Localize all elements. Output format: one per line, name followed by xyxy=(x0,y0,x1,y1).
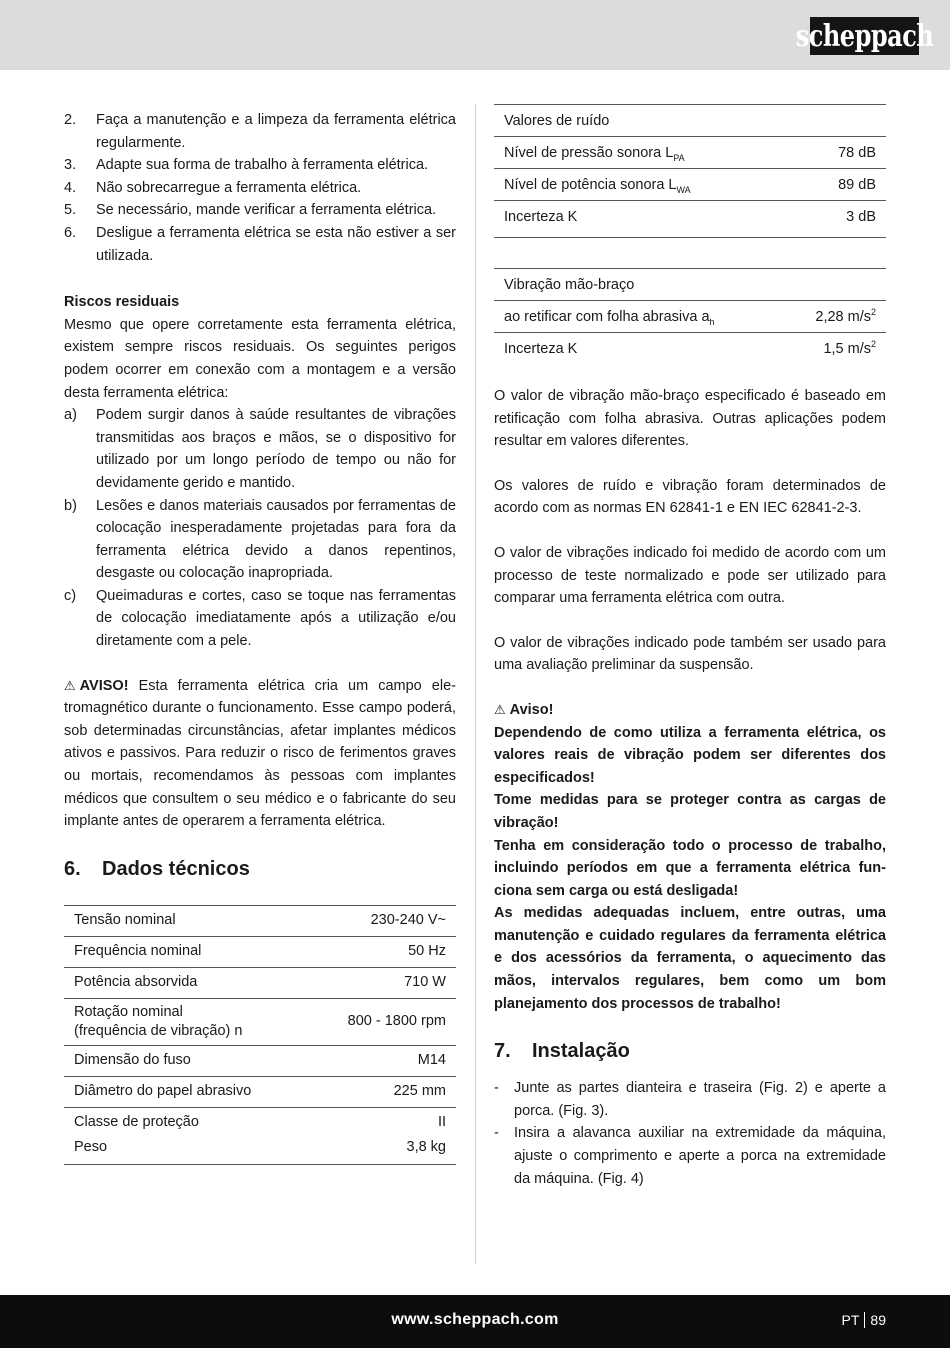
list-item: a) Podem surgir danos à saúde resultantes de vibrações transmitidas aos braços e mãos, se o dispositivo for utilizado por um longo período de tempo ou não for devidamente gerido e mantido. xyxy=(64,407,456,491)
paragraph: Os valores de ruído e vibração foram determinados de acordo com as normas EN 62841-1 e EN IEC 62841-2-3. xyxy=(494,477,886,517)
warning-triangle-icon: ⚠ xyxy=(494,701,506,717)
warning-line: Tome medidas para se proteger contra as cargas de vibração! xyxy=(494,792,886,831)
section-6-heading: 6. Dados técnicos xyxy=(64,857,250,880)
table-row: Potência absorvida 710 W xyxy=(64,967,456,998)
column-divider xyxy=(475,104,476,1264)
right-column xyxy=(494,104,886,1190)
table-row: Rotação nominal (frequência de vibração) n 800 - 1800 rpm xyxy=(64,998,456,1045)
footer-bar xyxy=(0,1295,950,1348)
table-row: Diâmetro do papel abrasivo 225 mm xyxy=(64,1076,456,1107)
list-item: 4. Não sobrecarregue a ferramenta elétrica. xyxy=(64,179,362,196)
list-item: - Insira a alavanca auxiliar na extremidade da máquina, ajuste o comprimento e aperte a porca na extremidade da máquina. (Fig. 4) xyxy=(494,1125,886,1187)
tech-data-table xyxy=(64,905,456,1165)
warning-triangle-icon: ⚠ xyxy=(64,677,76,693)
footer-url[interactable]: www.scheppach.com xyxy=(391,1311,559,1328)
warning-line: Dependendo de como utiliza a ferramenta elétrica, os valores reais de vibração podem ser diferentes dos especificados! xyxy=(494,724,886,786)
table-row: Peso 3,8 kg xyxy=(64,1138,456,1165)
paragraph: O valor de vibração mão-braço especificado é baseado em retificação com folha abrasiva. Outras aplicações podem resultar em valores diferentes. xyxy=(494,388,886,450)
brand-logo: scheppach xyxy=(795,16,934,54)
residual-risks-intro: Mesmo que opere corretamente esta ferramenta elétrica, existem sempre riscos residuais. Os seguintes perigos podem ocorrer em conexão com a montagem e a versão desta ferramenta elétrica: xyxy=(64,316,456,401)
table-row: Tensão nominal 230-240 V~ xyxy=(64,905,456,936)
warning-label: AVISO! xyxy=(79,677,129,694)
list-item: b) Lesões e danos materiais causados por ferramentas de colocação inesperadamente projetadas para fora da ferramenta elétrica devido a danos repentinos, desgaste ou colocação inapropriada. xyxy=(64,497,456,582)
list-item: 6. Desligue a ferramenta elétrica se esta não estiver a ser utilizada. xyxy=(64,224,456,264)
list-item: c) Queimaduras e cortes, caso se toque nas ferramentas de colocação imediatamente após a utilização e/ou diretamente com a pele. xyxy=(64,587,456,650)
warning-text: Esta ferramenta elétrica cria um campo eletromagnético durante o funcionamento. Esse campo poderá, sob determinadas circunstâncias, afetar implantes médicos ativos e passivos. Para reduzir o risco de ferimentos graves ou mortais, recomendamos às pessoas com implantes médicos que consultem o seu médico e o fabricante do seu implante antes de operarem a ferramenta elétrica. xyxy=(64,677,456,830)
table-row: Vibração mão-braço xyxy=(494,269,886,301)
table-row: Classe de proteção II xyxy=(64,1107,456,1138)
residual-risks-list xyxy=(64,404,456,653)
vibration-warning-heading: ⚠ Aviso! xyxy=(494,699,886,722)
safety-numbered-list xyxy=(64,109,456,267)
table-row: Frequência nominal 50 Hz xyxy=(64,936,456,967)
section-7-heading: 7. Instalação xyxy=(494,1040,630,1063)
table-row: Dimensão do fuso M14 xyxy=(64,1045,456,1076)
left-column xyxy=(64,109,456,1165)
header-bar xyxy=(0,0,950,70)
table-row: ao retificar com folha abrasiva $a_h$ 2,28 $m/s^2$ xyxy=(494,301,886,333)
table-row: Nível de pressão sonora $L_{PA}$ 78 dB xyxy=(494,137,886,169)
list-item: 2. Faça a manutenção e a limpeza da ferramenta elétrica regularmente. xyxy=(64,112,456,151)
installation-list xyxy=(494,1077,886,1190)
warning-line: Tenha em consideração todo o processo de trabalho, incluindo períodos em que a ferramenta elétrica funciona sem carga ou está desligada! xyxy=(494,837,886,899)
residual-risks-heading: Riscos residuais xyxy=(64,294,180,311)
paragraph: O valor de vibrações indicado pode também ser usado para uma avaliação preliminar da suspensão. xyxy=(494,634,886,674)
list-item: 3. Adapte sua forma de trabalho à ferramenta elétrica. xyxy=(64,157,429,174)
noise-values-table xyxy=(494,104,886,238)
table-row: Incerteza K 1,5 $m/s^2$ xyxy=(494,333,886,370)
table-row: Nível de potência sonora $L_{WA}$ 89 dB xyxy=(494,169,886,201)
vibration-values-table xyxy=(494,268,886,369)
paragraph: O valor de vibrações indicado foi medido de acordo com um processo de teste normalizado e pode ser utilizado para comparar uma ferramenta elétrica com outra. xyxy=(494,544,886,607)
table-row: Valores de ruído xyxy=(494,105,886,137)
emf-warning-paragraph xyxy=(64,675,456,833)
table-row: Incerteza K 3 dB xyxy=(494,201,886,238)
list-item: 5. Se necessário, mande verificar a ferramenta elétrica. xyxy=(64,202,437,219)
warning-line: As medidas adequadas incluem, entre outras, uma manutenção e cuidado regulares da ferramenta elétrica e dos acessórios da ferramenta, o aquecimento das mãos, intervalos regulares, bem como um bom planejamento dos processos de trabalho! xyxy=(494,905,886,1012)
list-item: - Junte as partes dianteira e traseira (Fig. 2) e aperte a porca. (Fig. 3). xyxy=(494,1080,886,1119)
page-number: PT 89 xyxy=(841,1312,886,1328)
